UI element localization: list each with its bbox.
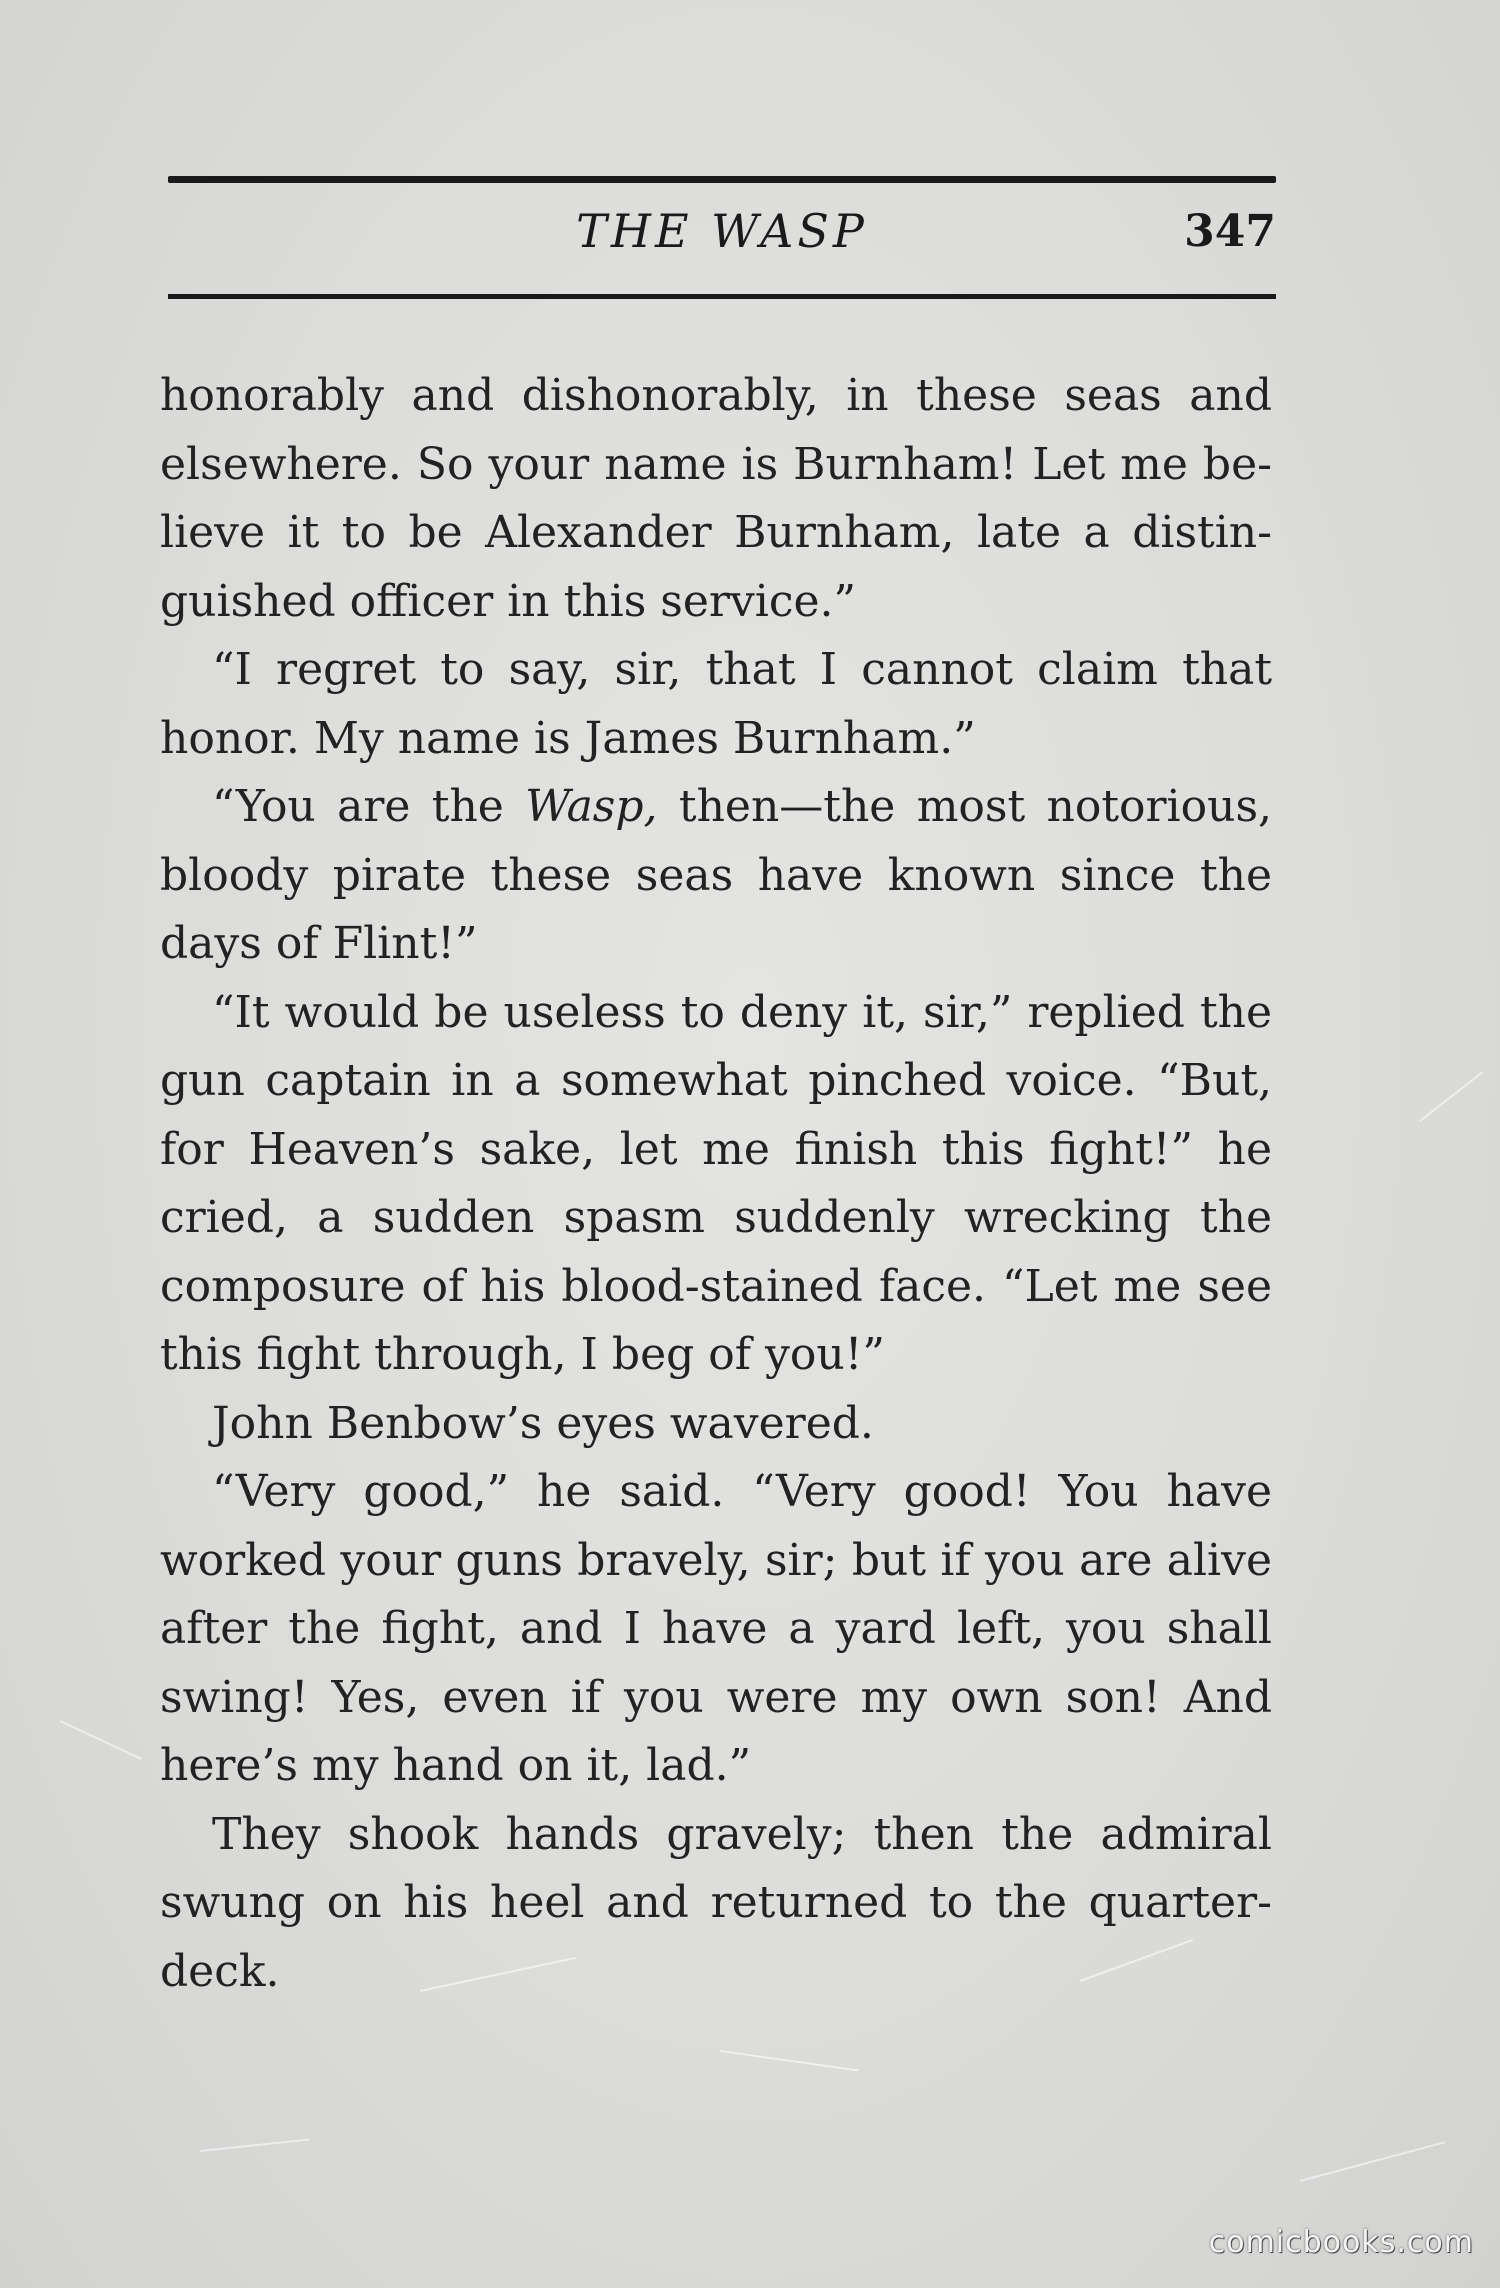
running-title: THE WASP <box>576 204 868 258</box>
page-number: 347 <box>1184 206 1276 257</box>
paper-fiber <box>1419 1071 1483 1122</box>
paper-fiber <box>1300 2141 1445 2182</box>
paper-fiber <box>60 1720 142 1760</box>
header-top-rule <box>168 176 1276 183</box>
running-header <box>168 200 1276 280</box>
header-bottom-rule <box>168 294 1276 299</box>
ship-name-italic: Wasp, <box>525 781 658 832</box>
paragraph: “Very good,” he said. “Very good! You have worked your guns bravely, sir; but if you are alive after the fight, and I have a yard left, you shall swing! Yes, even if you were my own son! And here’s my hand on it, lad.” <box>160 1466 1272 1791</box>
paragraph: John Benbow’s eyes wavered. <box>212 1397 874 1449</box>
paragraph: honorably and dishonorably, in these seas and elsewhere. So your name is Burnham! Let me believe it to be Alexander Burnham, late a distinguished officer in this service.” <box>160 370 1272 627</box>
paper-fiber <box>720 2050 859 2071</box>
watermark: comicbooks.com <box>1208 2225 1474 2260</box>
paragraph: “You are the Wasp, then—the most notorious, bloody pirate these seas have known since the days of Flint!” <box>160 781 1273 969</box>
paragraph: “I regret to say, sir, that I cannot claim that honor. My name is James Burnham.” <box>160 644 1272 764</box>
paragraph: “It would be useless to deny it, sir,” replied the gun captain in a somewhat pinched voice. “But, for Heaven’s sake, let me finish this fight!” he cried, a sudden spasm suddenly wrecking the composure of his blood-stained face. “Let me see this fight through, I beg of you!” <box>160 986 1272 1380</box>
body-text <box>160 362 1272 2006</box>
paragraph: They shook hands gravely; then the admiral swung on his heel and returned to the quarter-deck. <box>160 1808 1272 1997</box>
paper-fiber <box>200 2139 310 2152</box>
